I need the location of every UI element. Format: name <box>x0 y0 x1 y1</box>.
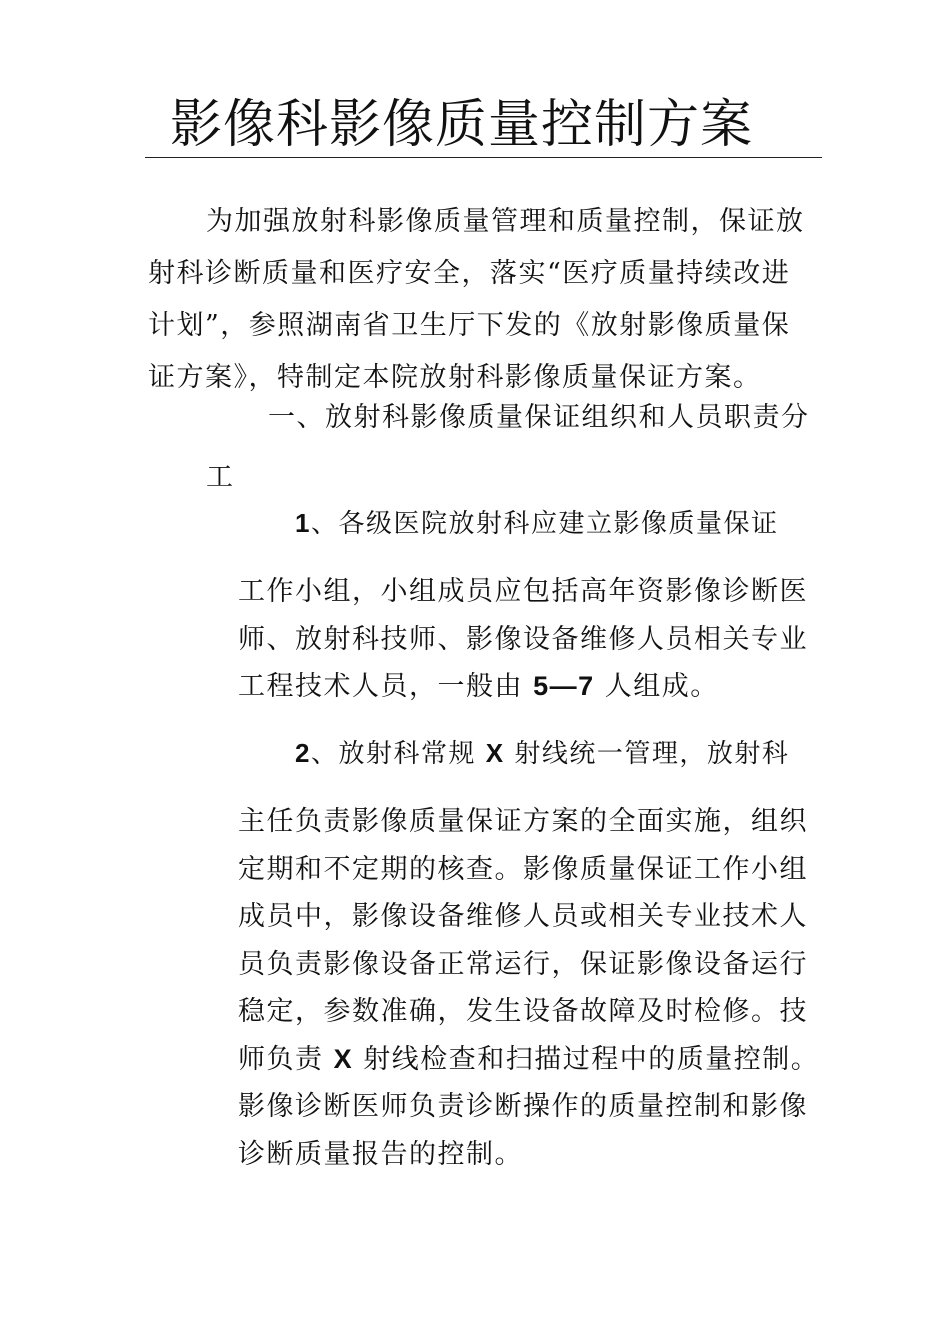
item-number: 2 <box>295 738 311 768</box>
body-line: 稳定，参数准确，发生设备故障及时检修。技 <box>238 996 808 1027</box>
section-heading-1 <box>148 388 810 508</box>
document-title: 影像科影像质量控制方案 <box>145 92 822 158</box>
item-1-heading <box>295 503 778 544</box>
body-line <box>238 663 808 711</box>
body-line: 诊断质量报告的控制。 <box>238 1138 523 1170</box>
body-line: 影像诊断医师负责诊断操作的质量控制和影像 <box>238 1091 808 1122</box>
item-heading-text: 射线统一管理，放射科 <box>504 739 790 769</box>
text-run: 射线检查和扫描过程中的质量控制。 <box>353 1043 820 1075</box>
body-line: 工作小组，小组成员应包括高年资影像诊断医 <box>238 576 808 607</box>
body-line: 员负责影像设备正常运行，保证影像设备运行 <box>238 948 808 980</box>
item-2-heading <box>295 733 789 774</box>
item-heading-text: 、放射科常规 <box>310 739 486 769</box>
section-heading-line: 一、放射科影像质量保证组织和人员职责分 <box>268 402 810 433</box>
text-run: 工程技术人员，一般由 <box>238 671 534 702</box>
section-heading-line: 工 <box>206 462 235 493</box>
body-line <box>238 1036 819 1084</box>
number-range: 5—7 <box>533 671 595 701</box>
intro-paragraph <box>148 196 805 404</box>
item-1-body <box>238 568 808 711</box>
item-heading-text: 、各级医院放射科应建立影像质量保证 <box>310 509 779 539</box>
intro-line: 证方案》，特制定本院放射科影像质量保证方案。 <box>148 362 762 393</box>
intro-line: 射科诊断质量和医疗安全，落实“医疗质量持续改进 <box>148 258 791 289</box>
body-line: 主任负责影像质量保证方案的全面实施，组织 <box>238 806 808 837</box>
intro-line: 为加强放射科影像质量管理和质量控制，保证放 <box>206 206 805 237</box>
text-run: 师负责 <box>238 1043 334 1075</box>
x-ray-letter: X <box>485 738 505 768</box>
body-line: 定期和不定期的核查。影像质量保证工作小组 <box>238 853 808 885</box>
text-run: 人组成。 <box>594 671 719 702</box>
x-ray-letter: X <box>333 1043 354 1074</box>
item-2-body <box>238 798 819 1178</box>
body-line: 师、放射科技师、影像设备维修人员相关专业 <box>238 623 808 655</box>
item-number: 1 <box>295 508 311 538</box>
intro-line: 计划”，参照湖南省卫生厅下发的《放射影像质量保 <box>148 310 791 341</box>
body-line: 成员中，影像设备维修人员或相关专业技术人 <box>238 901 808 932</box>
